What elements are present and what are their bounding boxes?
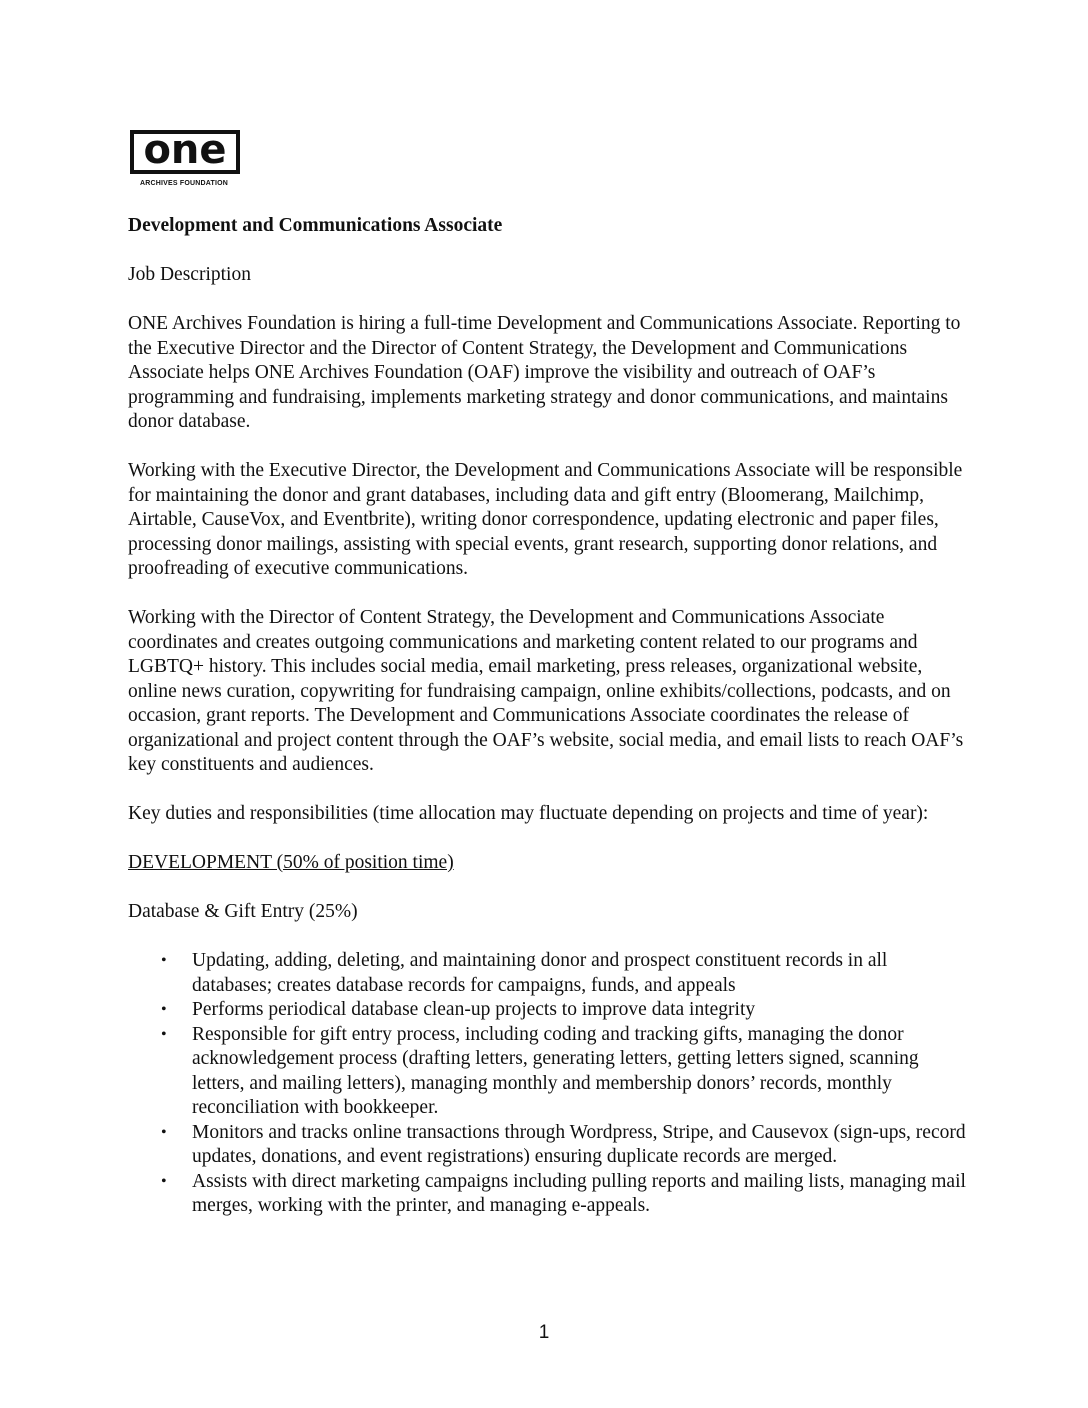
list-item [128,1023,968,1121]
list-item-text: Assists with direct marketing campaigns including pulling reports and mailing lists, managing mail merges, working with the printer, and managing e-appeals. [192,1170,966,1216]
list-item-text: Performs periodical database clean-up projects to improve data integrity [192,999,756,1020]
list-item [128,1121,968,1170]
list-item-text: Monitors and tracks online transactions through Wordpress, Stripe, and Causevox (sign-ups, record updates, donations, and event registrations) ensuring duplicate records are merged. [192,1121,966,1167]
paragraph-content-strategy: Working with the Director of Content Strategy, the Development and Communications Associate coordinates and creates outgoing communications and marketing content related to our programs and LGBTQ+ history. This includes social media, email marketing, press releases, organizational website, online news curation, copywriting for fundraising campaign, online exhibits/collections, podcasts, and on occasion, grant reports. The Development and Communications Associate coordinates the release of organizational and project content through the OAF’s website, social media, and email lists to reach OAF’s key constituents and audiences. [128,607,964,775]
logo-wordmark: one [130,130,240,174]
bullet-icon: • [161,1025,167,1043]
list-item-text: Responsible for gift entry process, including coding and tracking gifts, managing the donor acknowledgement process (drafting letters, generating letters, getting letters signed, scanning letters, and mailing letters), managing monthly and membership donors’ records, monthly reconciliation with bookkeeper. [192,1023,919,1118]
doc-subtitle: Job Description [128,264,251,285]
document-body [128,214,968,1219]
bullet-icon: • [161,1001,167,1018]
paragraph-key-duties: Key duties and responsibilities (time allocation may fluctuate depending on projects and time of year): [128,803,929,824]
bullet-icon: • [161,1172,167,1190]
paragraph-intro: ONE Archives Foundation is hiring a full-time Development and Communications Associate. Reporting to the Executive Director and the Director of Content Strategy, the Development and Communications Associate helps ONE Archives Foundation (OAF) improve the visibility and outreach of OAF’s programming and fundraising, implements marketing strategy and donor communications, and maintains donor database. [128,313,961,432]
list-item [128,949,968,998]
list-item [128,1170,968,1219]
duties-list [128,949,968,1219]
bullet-icon: • [161,1123,167,1141]
job-title: Development and Communications Associate [128,215,503,236]
list-item [128,998,968,1023]
paragraph-executive-director: Working with the Executive Director, the Development and Communications Associate will be responsible for maintaining the donor and grant databases, including data and gift entry (Bloomerang, Mailchimp, Airtable, CauseVox, and Eventbrite), writing donor correspondence, updating electronic and paper files, processing donor mailings, assisting with special events, grant research, supporting donor relations, and proofreading of executive communications. [128,460,963,579]
section-heading-development: DEVELOPMENT (50% of position time) [128,852,454,873]
subsection-heading-database: Database & Gift Entry (25%) [128,901,358,922]
page-number: 1 [538,1322,550,1343]
logo-subtitle: ARCHIVES FOUNDATION [140,180,229,187]
list-item-text: Updating, adding, deleting, and maintaining donor and prospect constituent records in all databases; creates database records for campaigns, funds, and appeals [192,950,888,996]
bullet-icon: • [161,952,167,969]
one-archives-logo [130,127,248,187]
